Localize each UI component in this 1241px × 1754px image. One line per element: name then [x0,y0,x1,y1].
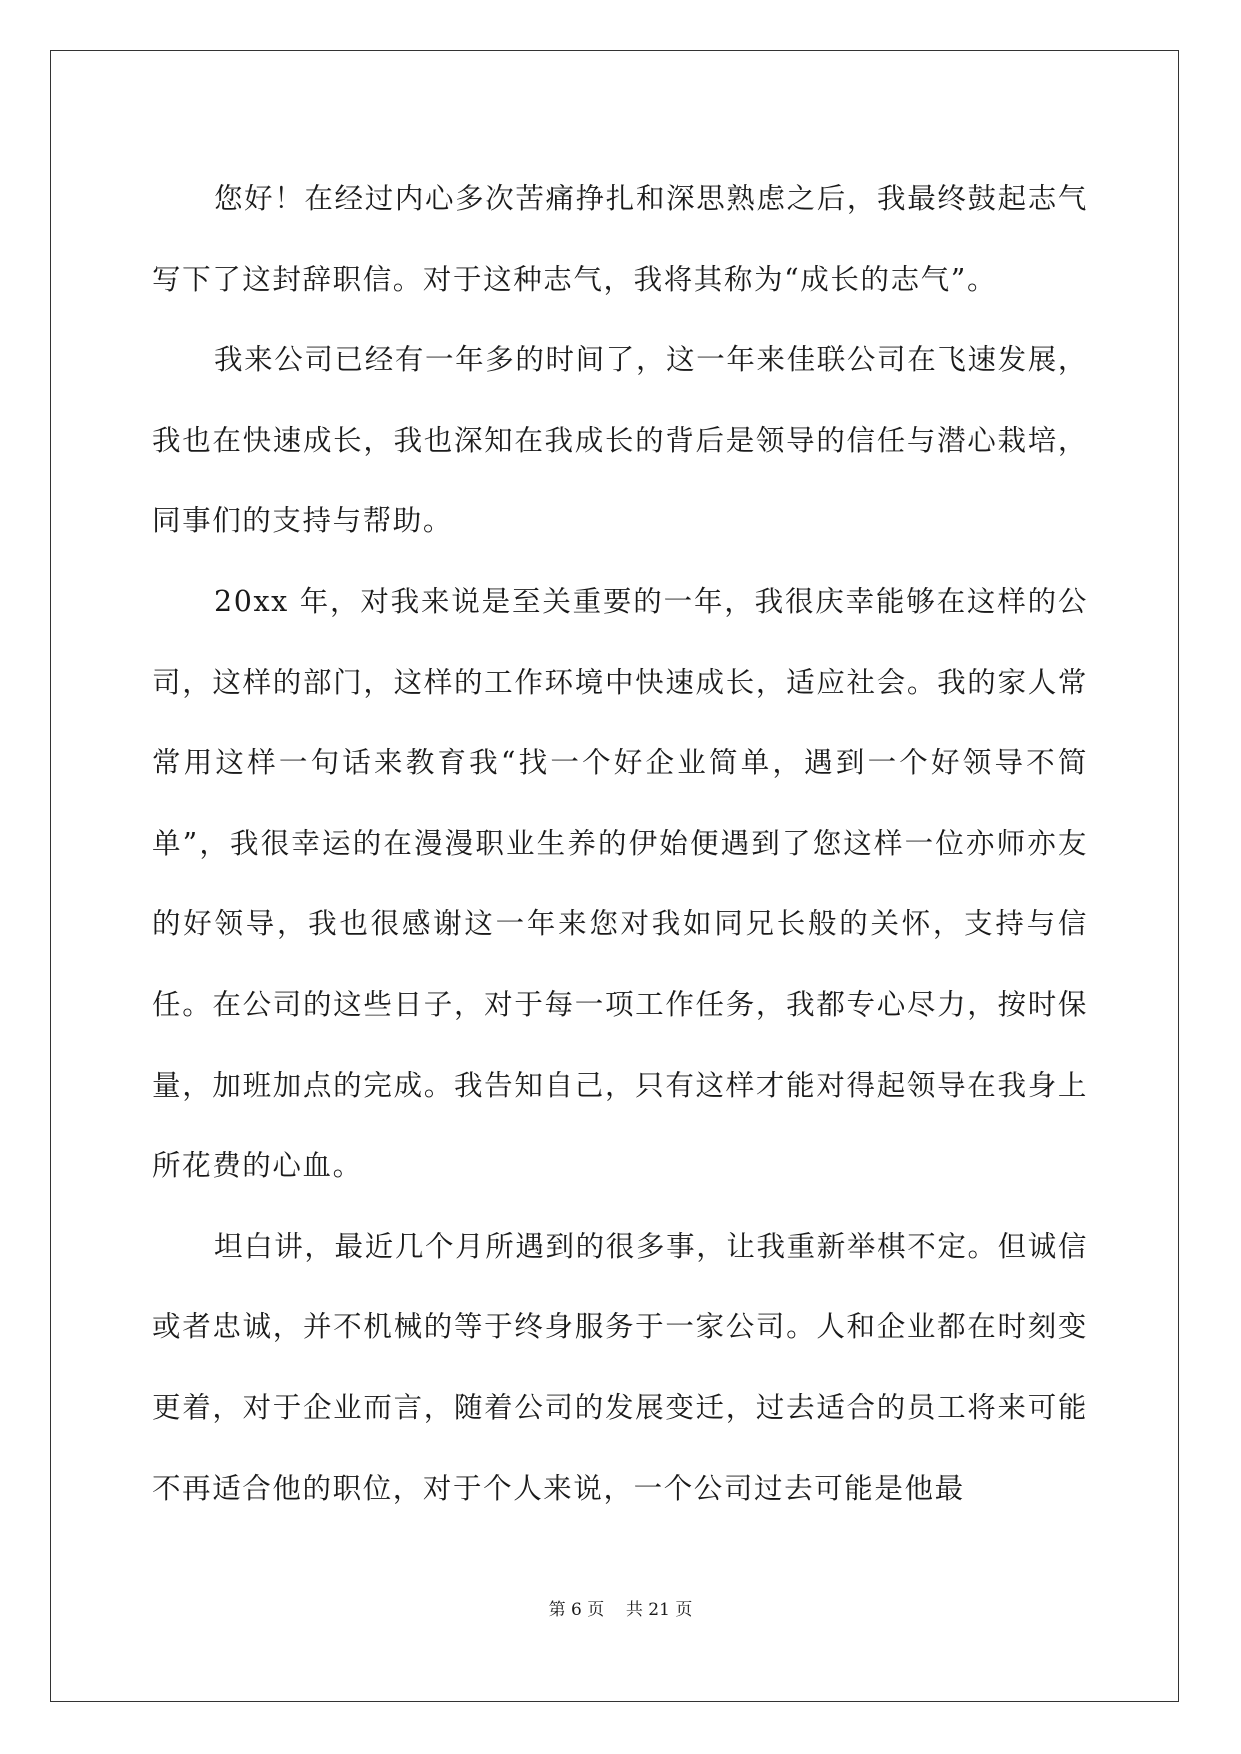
paragraph-candid: 坦白讲，最近几个月所遇到的很多事，让我重新举棋不定。但诚信或者忠诚，并不机械的等于终身服务于一家公司。人和企业都在时刻变更着，对于企业而言，随着公司的发展变迁，过去适合的员工将来可能不再适合他的职位，对于个人来说，一个公司过去可能是他最 [152,1229,1088,1505]
document-body [152,159,1088,1529]
page-footer [0,1595,1241,1620]
paragraph-tenure: 我来公司已经有一年多的时间了，这一年来佳联公司在飞速发展，我也在快速成长，我也深知在我成长的背后是领导的信任与潜心栽培，同事们的支持与帮助。 [152,343,1088,538]
page-total: 共 21 页 [625,1600,693,1620]
paragraph-greeting: 您好！在经过内心多次苦痛挣扎和深思熟虑之后，我最终鼓起志气写下了这封辞职信。对于这种志气，我将其称为“成长的志气”。 [152,182,1088,296]
page-number: 第 6 页 [548,1600,605,1620]
paragraph-year-reflection: 20xx 年，对我来说是至关重要的一年，我很庆幸能够在这样的公司，这样的部门，这样的工作环境中快速成长，适应社会。我的家人常常用这样一句话来教育我“找一个好企业简单，遇到一个好领导不简单”，我很幸运的在漫漫职业生养的伊始便遇到了您这样一位亦师亦友的好领导，我也很感谢这一年来您对我如同兄长般的关怀，支持与信任。在公司的这些日子，对于每一项工作任务，我都专心尽力，按时保量，加班加点的完成。我告知自己，只有这样才能对得起领导在我身上所花费的心血。 [152,584,1088,1183]
